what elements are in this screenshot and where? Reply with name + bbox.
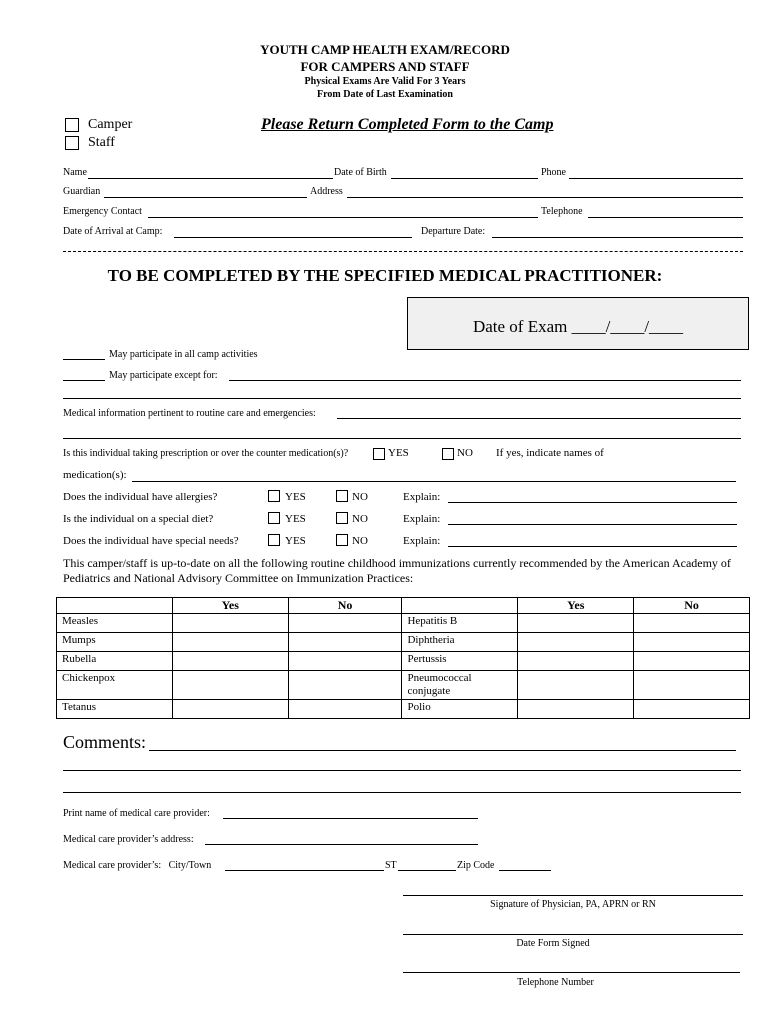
vaccine-no-cell[interactable] (634, 700, 750, 719)
special-needs-yes-checkbox[interactable] (268, 534, 280, 546)
vaccine-name: Hepatitis B (402, 614, 518, 633)
staff-label: Staff (88, 135, 115, 150)
name-label: Name (63, 167, 87, 178)
medication-indicate-label: If yes, indicate names of (496, 447, 604, 459)
allergies-explain-field[interactable] (448, 502, 737, 503)
allergies-yes-checkbox[interactable] (268, 490, 280, 502)
special-needs-yes-label: YES (285, 535, 306, 547)
telephone-label: Telephone (541, 206, 583, 217)
diet-no-label: NO (352, 513, 368, 525)
date-signed-label: Date Form Signed (516, 938, 590, 949)
diet-no-checkbox[interactable] (336, 512, 348, 524)
special-needs-question: Does the individual have special needs? (63, 535, 239, 547)
provider-city-label: Medical care provider’s: City/Town (63, 860, 212, 871)
vaccine-yes-cell[interactable] (518, 671, 634, 700)
table-header-cell: No (288, 598, 402, 614)
provider-address-field[interactable] (205, 844, 478, 845)
medical-info-field[interactable] (337, 418, 741, 419)
provider-zip-label: Zip Code (457, 860, 495, 871)
staff-checkbox[interactable] (65, 136, 79, 150)
vaccine-name: Pneumococcal conjugate (402, 671, 518, 700)
comments-field-3[interactable] (63, 792, 741, 793)
vaccine-no-cell[interactable] (288, 700, 402, 719)
vaccine-yes-cell[interactable] (172, 700, 288, 719)
vaccine-name: Pertussis (402, 652, 518, 671)
departure-field[interactable] (492, 237, 743, 238)
allergies-explain-label: Explain: (403, 491, 441, 503)
vaccine-name: Mumps (57, 633, 173, 652)
vaccine-yes-cell[interactable] (172, 652, 288, 671)
table-row (57, 671, 750, 700)
table-header-cell: Yes (518, 598, 634, 614)
vaccine-no-cell[interactable] (634, 671, 750, 700)
form-title-line1: YOUTH CAMP HEALTH EXAM/RECORD (260, 42, 510, 57)
address-field[interactable] (347, 197, 743, 198)
provider-state-label: ST (385, 860, 397, 871)
participate-except-field-2[interactable] (63, 398, 741, 399)
medication-no-label: NO (457, 447, 473, 459)
vaccine-yes-cell[interactable] (518, 652, 634, 671)
vaccine-no-cell[interactable] (288, 633, 402, 652)
special-needs-no-label: NO (352, 535, 368, 547)
signature-line[interactable] (403, 895, 743, 896)
signature-label: Signature of Physician, PA, APRN or RN (490, 899, 656, 910)
provider-address-label: Medical care provider’s address: (63, 834, 194, 845)
table-row (57, 614, 750, 633)
vaccine-yes-cell[interactable] (518, 633, 634, 652)
dob-field[interactable] (391, 178, 538, 179)
arrival-label: Date of Arrival at Camp: (63, 226, 163, 237)
vaccine-yes-cell[interactable] (172, 633, 288, 652)
provider-city-field[interactable] (225, 870, 384, 871)
special-needs-no-checkbox[interactable] (336, 534, 348, 546)
provider-zip-field[interactable] (499, 870, 551, 871)
diet-question: Is the individual on a special diet? (63, 513, 214, 525)
vaccine-no-cell[interactable] (634, 614, 750, 633)
vaccine-yes-cell[interactable] (518, 614, 634, 633)
immunization-table (56, 597, 750, 719)
provider-state-field[interactable] (398, 870, 456, 871)
camper-checkbox[interactable] (65, 118, 79, 132)
allergies-no-checkbox[interactable] (336, 490, 348, 502)
vaccine-yes-cell[interactable] (172, 614, 288, 633)
provider-name-label: Print name of medical care provider: (63, 808, 210, 819)
vaccine-name: Chickenpox (57, 671, 173, 700)
section-divider (63, 251, 743, 252)
date-of-exam-label: Date of Exam ____/____/____ (472, 317, 684, 336)
participate-all-label: May participate in all camp activities (109, 349, 258, 360)
participate-except-label: May participate except for: (109, 370, 218, 381)
vaccine-name: Measles (57, 614, 173, 633)
table-header-cell (57, 598, 173, 614)
table-header-cell (402, 598, 518, 614)
vaccine-name: Tetanus (57, 700, 173, 719)
immunization-statement: This camper/staff is up-to-date on all the following routine childhood immunizations currently recommended by the American Academy of Pediatrics and National Advisory Committee on Immunization Practices: (63, 556, 731, 585)
dob-label: Date of Birth (334, 167, 387, 178)
table-row (57, 633, 750, 652)
provider-name-field[interactable] (223, 818, 478, 819)
medical-info-field-2[interactable] (63, 438, 741, 439)
phone-label: Phone (541, 167, 566, 178)
diet-yes-checkbox[interactable] (268, 512, 280, 524)
special-needs-explain-label: Explain: (403, 535, 441, 547)
allergies-yes-label: YES (285, 491, 306, 503)
participate-except-field[interactable] (229, 380, 741, 381)
vaccine-no-cell[interactable] (634, 652, 750, 671)
medications-label: medication(s): (63, 469, 127, 481)
participate-all-blank[interactable] (63, 359, 105, 360)
vaccine-no-cell[interactable] (634, 633, 750, 652)
telephone-number-label: Telephone Number (517, 977, 594, 988)
emergency-contact-label: Emergency Contact (63, 206, 142, 217)
vaccine-name: Diphtheria (402, 633, 518, 652)
validity-note-line2: From Date of Last Examination (317, 89, 453, 100)
guardian-field[interactable] (104, 197, 307, 198)
vaccine-yes-cell[interactable] (172, 671, 288, 700)
table-row (57, 652, 750, 671)
return-instruction: Please Return Completed Form to the Camp (261, 116, 554, 133)
arrival-field[interactable] (174, 237, 412, 238)
validity-note-line1: Physical Exams Are Valid For 3 Years (304, 76, 466, 87)
vaccine-no-cell[interactable] (288, 652, 402, 671)
form-title-line2: FOR CAMPERS AND STAFF (300, 59, 470, 74)
medication-yes-checkbox[interactable] (373, 448, 385, 460)
table-header-row (57, 598, 750, 614)
diet-explain-field[interactable] (448, 524, 737, 525)
vaccine-name: Polio (402, 700, 518, 719)
emergency-contact-field[interactable] (148, 217, 538, 218)
address-label: Address (310, 186, 343, 197)
guardian-label: Guardian (63, 186, 101, 197)
diet-yes-label: YES (285, 513, 306, 525)
table-row (57, 700, 750, 719)
date-of-exam-box[interactable] (407, 297, 749, 350)
vaccine-yes-cell[interactable] (518, 700, 634, 719)
allergies-question: Does the individual have allergies? (63, 491, 218, 503)
vaccine-name: Rubella (57, 652, 173, 671)
special-needs-explain-field[interactable] (448, 546, 737, 547)
phone-field[interactable] (569, 178, 743, 179)
vaccine-no-cell[interactable] (288, 671, 402, 700)
departure-label: Departure Date: (421, 226, 486, 237)
telephone-number-line[interactable] (403, 972, 740, 973)
name-field[interactable] (88, 178, 333, 179)
telephone-field[interactable] (588, 217, 743, 218)
camper-label: Camper (88, 117, 133, 132)
comments-field[interactable] (149, 750, 736, 751)
medication-question: Is this individual taking prescription or over the counter medication(s)? (63, 448, 349, 459)
medication-no-checkbox[interactable] (442, 448, 454, 460)
table-header-cell: Yes (172, 598, 288, 614)
allergies-no-label: NO (352, 491, 368, 503)
practitioner-section-title: TO BE COMPLETED BY THE SPECIFIED MEDICAL PRACTITIONER: (107, 266, 663, 285)
table-header-cell: No (634, 598, 750, 614)
comments-field-2[interactable] (63, 770, 741, 771)
comments-label: Comments: (63, 732, 147, 752)
medications-field[interactable] (132, 481, 736, 482)
participate-except-blank[interactable] (63, 380, 105, 381)
medication-yes-label: YES (388, 447, 409, 459)
vaccine-no-cell[interactable] (288, 614, 402, 633)
date-signed-line[interactable] (403, 934, 743, 935)
medical-info-label: Medical information pertinent to routine care and emergencies: (63, 408, 316, 419)
diet-explain-label: Explain: (403, 513, 441, 525)
